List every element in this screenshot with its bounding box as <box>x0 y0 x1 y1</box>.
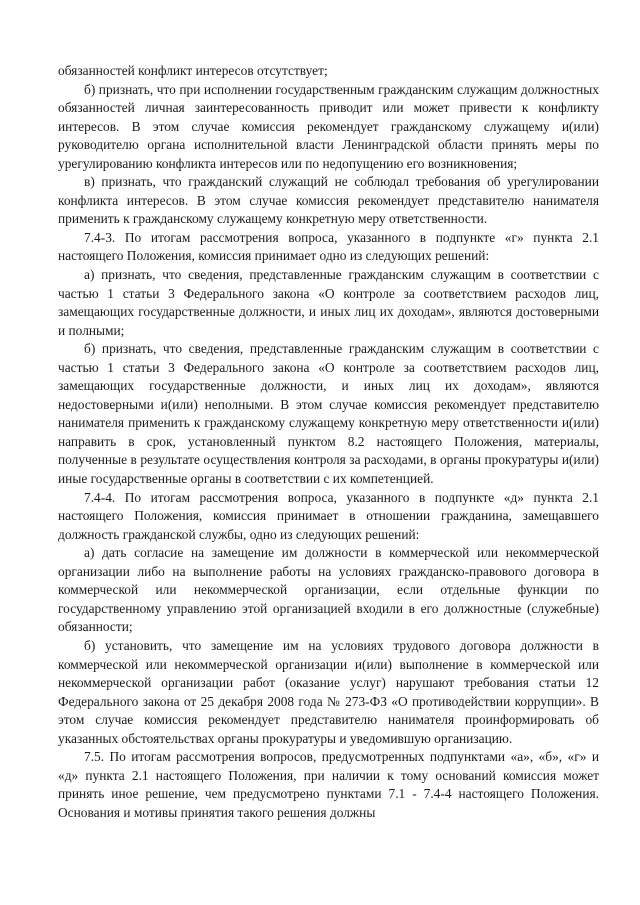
paragraph-clause-7-4-3: 7.4-3. По итогам рассмотрения вопроса, указанного в подпункте «г» пункта 2.1 настоящего Положения, комиссия принимает одно из следующих решений: <box>58 229 599 264</box>
paragraph-continuation: обязанностей конфликт интересов отсутствует; <box>58 63 328 78</box>
paragraph-item-a-expenses: а) признать, что сведения, представленные гражданским служащим в соответствии с частью 1 статьи 3 Федерального закона «О контроле за соответствием расходов лиц, замещающих государственные должности, и иных лиц их доходам», являются достоверными и полными; <box>58 267 599 338</box>
paragraph-item-b-violation: б) установить, что замещение им на условиях трудового договора должности в коммерческой или некоммерческой организации и(или) выполнение в коммерческой или некоммерческой организации работ (оказание услуг) нарушают требования статьи 12 Федерального закона от 25 декабря 2008 года № 273-ФЗ «О противодействии коррупции». В этом случае комиссия рекомендует представителю нанимателя проинформировать об указанных обстоятельствах органы прокуратуры и уведомившую организацию. <box>58 637 599 746</box>
paragraph-item-b-conflict: б) признать, что при исполнении государственным гражданским служащим должностных обязанностей личная заинтересованность приводит или может привести к конфликту интересов. В этом случае комиссия рекомендует гражданскому служащему и(или) руководителю органа исполнительной власти Ленинградской области принять меры по урегулированию конфликта интересов или по недопущению его возникновения; <box>58 81 599 171</box>
paragraph-item-b-expenses: б) признать, что сведения, представленные гражданским служащим в соответствии с частью 1 статьи 3 Федерального закона «О контроле за соответствием расходов лиц, замещающих государственные должности, и иных лиц их доходам», являются недостоверными и(или) неполными. В этом случае комиссия рекомендует представителю нанимателя применить к гражданскому служащему конкретную меру ответственности и(или) направить в срок, установленный пунктом 8.2 настоящего Положения, материалы, полученные в результате осуществления контроля за расходами, в органы прокуратуры и(или) иные государственные органы в соответствии с их компетенцией. <box>58 341 599 487</box>
paragraph-clause-7-5: 7.5. По итогам рассмотрения вопросов, предусмотренных подпунктами «а», «б», «г» и «д» пункта 2.1 настоящего Положения, при наличии к тому оснований комиссия может принять иное решение, чем предусмотрено пунктами 7.1 - 7.4-4 настоящего Положения. Основания и мотивы принятия такого решения должны <box>58 749 599 820</box>
document-page <box>58 62 599 822</box>
paragraph-item-v-conflict: в) признать, что гражданский служащий не соблюдал требования об урегулировании конфликта интересов. В этом случае комиссия рекомендует представителю нанимателя применить к гражданскому служащему конкретную меру ответственности. <box>58 174 599 227</box>
paragraph-clause-7-4-4: 7.4-4. По итогам рассмотрения вопроса, указанного в подпункте «д» пункта 2.1 настоящего Положения, комиссия принимает в отношении гражданина, замещавшего должность гражданской службы, одно из следующих решений: <box>58 489 599 542</box>
paragraph-item-a-consent: а) дать согласие на замещение им должности в коммерческой или некоммерческой организации либо на выполнение работы на условиях гражданско-правового договора в коммерческой или некоммерческой организации, если отдельные функции по государственному управлению этой организацией входили в его должностные (служебные) обязанности; <box>58 545 599 635</box>
